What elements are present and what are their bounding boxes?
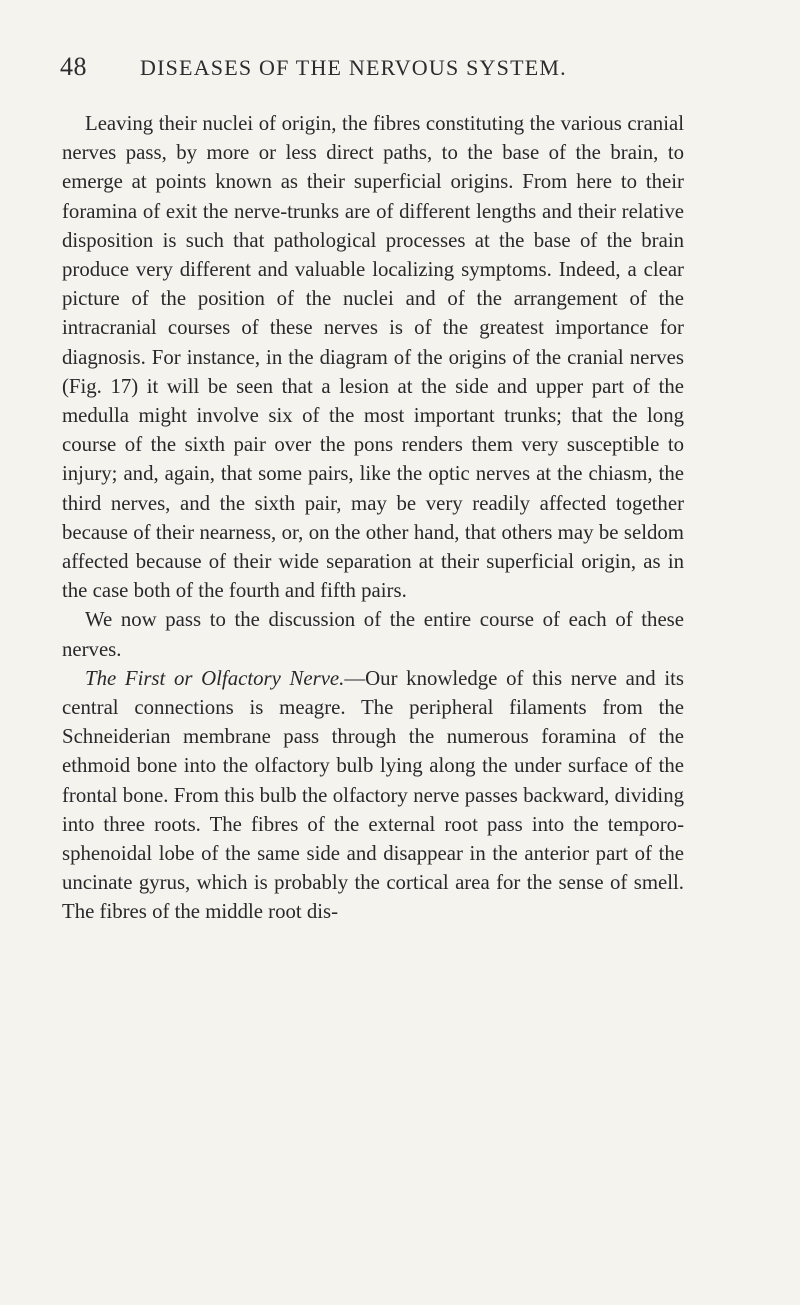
running-head: DISEASES OF THE NERVOUS SYSTEM. — [140, 55, 567, 80]
paragraph — [62, 664, 684, 927]
body-text — [62, 109, 684, 927]
paragraph-text: —Our knowledge of this nerve and its central connections is meagre. The peripheral filaments from the Schneiderian membrane pass through the numerous foramina of the ethmoid bone into the olfactory bulb lying along the under surface of the frontal bone. From this bulb the olfactory nerve passes backward, dividing into three roots. The fibres of the external root pass into the temporo-sphenoidal lobe of the same side and disappear in the anterior part of the uncinate gyrus, which is probably the cortical area for the sense of smell. The fibres of the middle root dis- — [62, 666, 684, 924]
section-heading: The First or Olfactory Nerve. — [85, 666, 345, 690]
page-number: 48 — [60, 52, 87, 81]
paragraph: We now pass to the discussion of the entire course of each of these nerves. — [62, 608, 684, 661]
paragraph: Leaving their nuclei of origin, the fibres constituting the various cranial nerves pass, by more or less direct paths, to the base of the brain, to emerge at points known as their superficial origins. From here to their foramina of exit the nerve-trunks are of different lengths and their relative disposition is such that pathological processes at the base of the brain produce very different and valuable localizing symptoms. Indeed, a clear picture of the position of the nuclei and of the arrangement of the intracranial courses of these nerves is of the greatest importance for diagnosis. For instance, in the diagram of the origins of the cranial nerves (Fig. 17) it will be seen that a lesion at the side and upper part of the medulla might involve six of the most important trunks; that the long course of the sixth pair over the pons renders them very susceptible to injury; and, again, that some pairs, like the optic nerves at the chiasm, the third nerves, and the sixth pair, may be very readily affected together because of their nearness, or, on the other hand, that others may be seldom affected because of their wide separation at their superficial origin, as in the case both of the fourth and fifth pairs. — [62, 112, 684, 603]
page-header — [60, 52, 680, 88]
